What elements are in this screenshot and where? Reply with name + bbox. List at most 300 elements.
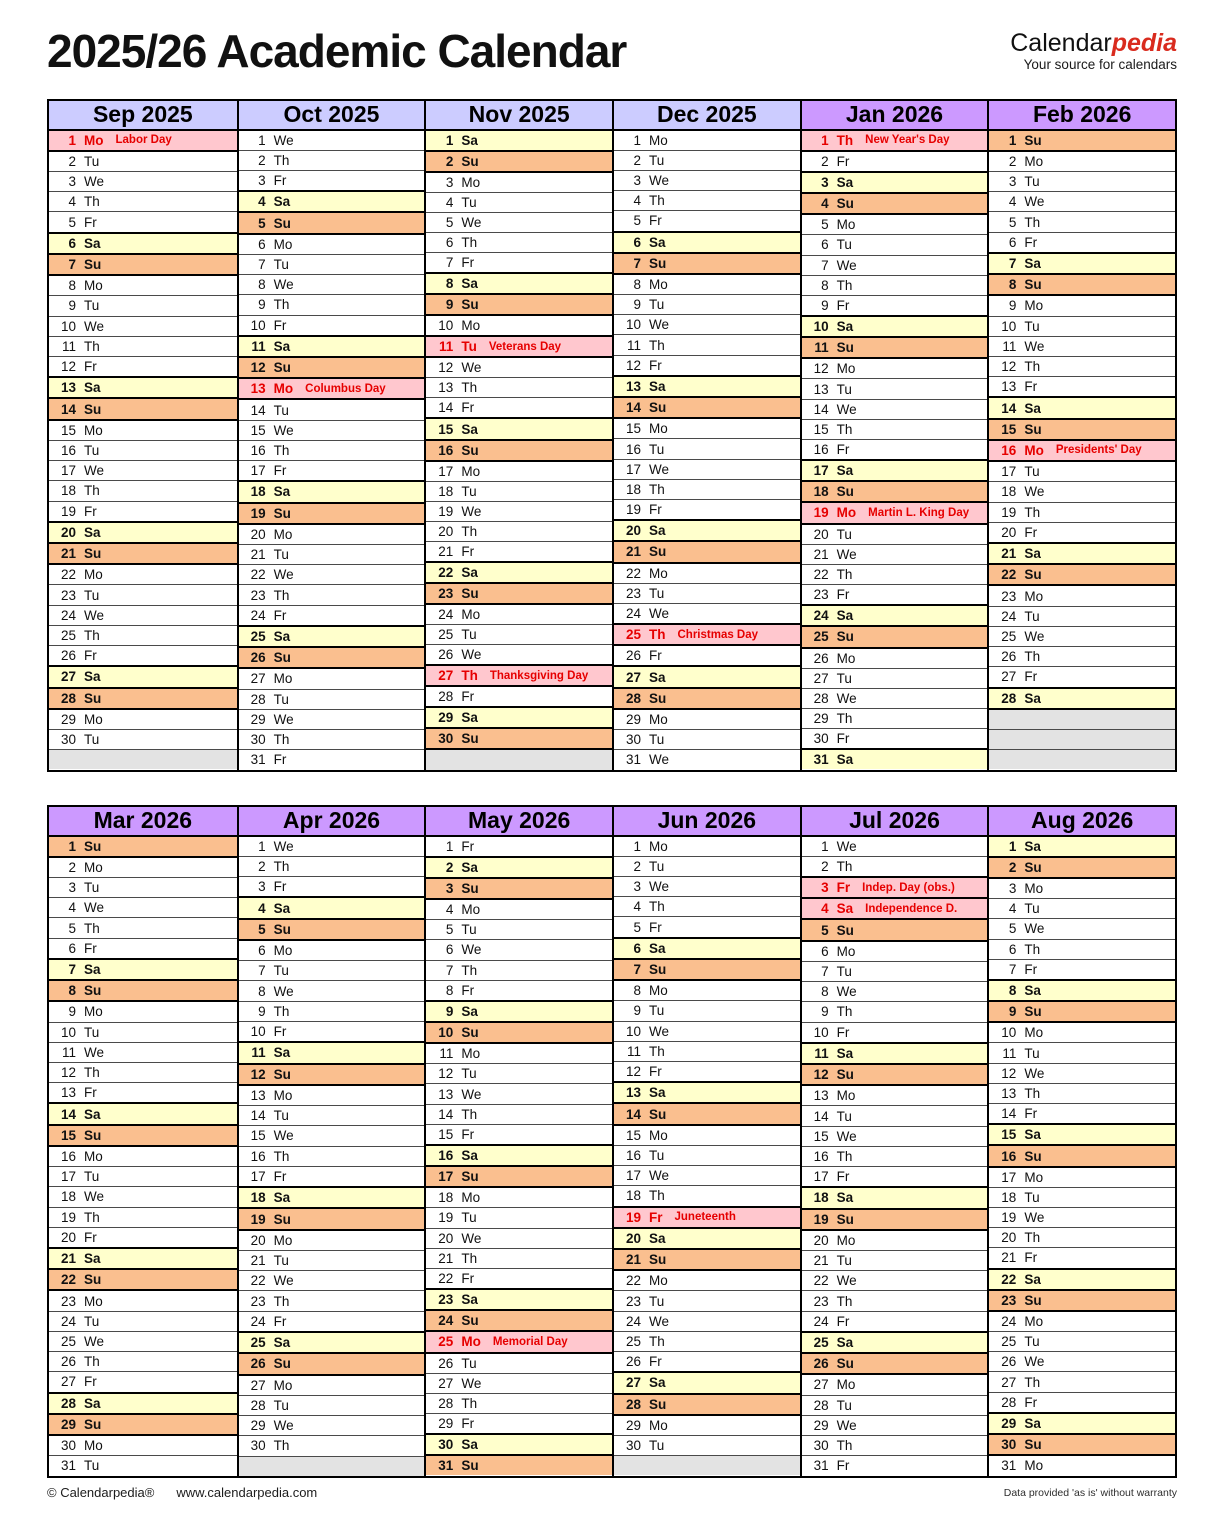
day-cell (614, 1206, 800, 1227)
day-number: 26 (1001, 1354, 1017, 1370)
day-cell (614, 1435, 800, 1455)
day-number: 4 (1008, 901, 1017, 917)
day-cell (426, 481, 612, 501)
day-number: 30 (813, 1438, 829, 1454)
day-number: 5 (821, 217, 829, 233)
day-weekday: Fr (1024, 1106, 1038, 1122)
day-weekday: We (84, 463, 105, 479)
day-number: 29 (438, 1416, 454, 1432)
day-cell (614, 1371, 800, 1392)
day-cell (49, 316, 237, 336)
day-cell (989, 316, 1175, 336)
day-weekday: Su (84, 401, 102, 417)
day-number: 11 (814, 340, 829, 356)
day-weekday: Mo (649, 711, 668, 727)
day-weekday: Fr (649, 919, 662, 935)
day-cell (614, 190, 800, 210)
day-weekday: Th (1024, 214, 1041, 230)
day-number: 28 (60, 690, 76, 706)
day-cell (989, 252, 1175, 273)
day-number: 18 (438, 1190, 454, 1206)
day-weekday: Su (461, 1458, 479, 1474)
day-weekday: We (1024, 1354, 1045, 1370)
day-weekday: Fr (461, 543, 475, 559)
day-number: 17 (813, 1169, 829, 1185)
day-cell (614, 1000, 800, 1020)
day-weekday: Su (836, 922, 854, 938)
day-cell (49, 625, 237, 645)
day-cell (989, 1123, 1175, 1144)
day-weekday: Sa (461, 859, 478, 875)
day-cell (802, 1105, 988, 1125)
day-number: 19 (813, 1211, 829, 1227)
day-number: 11 (626, 1043, 641, 1059)
day-weekday: Su (461, 1313, 479, 1329)
day-number: 27 (625, 1375, 641, 1391)
day-cell (614, 459, 800, 479)
day-cell (49, 1145, 237, 1166)
day-number: 31 (813, 1458, 829, 1474)
empty-cell (49, 749, 237, 769)
day-number: 9 (258, 297, 266, 313)
day-weekday: Th (649, 1188, 665, 1204)
day-number: 11 (814, 1045, 829, 1061)
day-cell (426, 856, 612, 877)
day-weekday: Tu (1024, 174, 1040, 190)
day-weekday: Fr (836, 880, 851, 896)
day-cell (49, 708, 237, 729)
holiday-label: Veterans Day (488, 340, 562, 353)
day-number: 20 (813, 1232, 829, 1248)
day-weekday: Sa (273, 1045, 291, 1061)
day-cell (239, 896, 425, 917)
day-weekday: We (1024, 921, 1045, 937)
day-number: 22 (60, 567, 76, 583)
holiday-label: Independence D. (865, 902, 958, 915)
day-number: 19 (60, 1209, 76, 1225)
day-cell (426, 397, 612, 417)
day-cell (989, 1371, 1175, 1391)
day-cell (989, 150, 1175, 171)
day-cell (239, 1250, 425, 1270)
day-number: 17 (1001, 464, 1017, 480)
day-weekday: Sa (649, 940, 666, 956)
day-weekday: Su (1024, 132, 1042, 148)
day-cell (989, 1103, 1175, 1123)
day-weekday: Su (836, 1211, 854, 1227)
day-cell (239, 1290, 425, 1310)
day-weekday: We (836, 1417, 857, 1433)
day-cell (426, 685, 612, 706)
day-cell (426, 582, 612, 603)
day-weekday: Tu (273, 691, 289, 707)
day-number: 3 (258, 879, 266, 895)
day-cell (49, 1311, 237, 1331)
day-number: 7 (1008, 961, 1017, 977)
calendarpedia-logo (1010, 30, 1177, 72)
empty-cell (989, 708, 1175, 729)
day-weekday: Th (84, 627, 100, 643)
day-weekday: Su (1024, 1292, 1042, 1308)
day-weekday: Th (273, 1003, 290, 1019)
day-number: 12 (60, 1065, 76, 1081)
day-cell (49, 460, 237, 480)
day-weekday: Th (836, 858, 853, 874)
holiday-label: Christmas Day (677, 628, 759, 641)
day-cell (614, 1081, 800, 1102)
day-number: 7 (68, 962, 76, 978)
day-weekday: Fr (649, 1064, 662, 1080)
day-weekday: Su (273, 650, 291, 666)
day-number: 26 (438, 1355, 454, 1371)
day-weekday: We (1024, 1210, 1045, 1226)
day-weekday: Tu (273, 547, 289, 563)
day-number: 11 (1002, 338, 1017, 354)
day-number: 8 (258, 983, 266, 999)
day-cell (49, 131, 237, 150)
day-number: 1 (445, 132, 454, 148)
day-weekday: Fr (836, 587, 850, 603)
day-number: 12 (813, 361, 829, 377)
day-weekday: Fr (836, 1169, 850, 1185)
day-cell (802, 856, 988, 876)
day-number: 8 (68, 278, 76, 294)
day-number: 3 (258, 173, 266, 189)
day-number: 29 (813, 1417, 829, 1433)
day-cell (426, 980, 612, 1000)
day-number: 15 (250, 422, 266, 438)
day-cell (989, 376, 1175, 396)
day-weekday: Mo (836, 650, 856, 666)
day-number: 2 (258, 858, 266, 874)
month-column-aug-2026 (987, 807, 1175, 1476)
day-weekday: Sa (273, 1190, 291, 1206)
day-number: 18 (813, 484, 829, 500)
day-weekday: Mo (84, 1004, 103, 1020)
day-number: 28 (60, 1395, 76, 1411)
day-number: 9 (821, 1004, 829, 1020)
day-number: 8 (445, 982, 454, 998)
day-cell (239, 1166, 425, 1186)
day-number: 2 (633, 858, 641, 874)
day-cell (49, 563, 237, 584)
day-weekday: Su (461, 1169, 479, 1185)
day-cell (49, 856, 237, 877)
logo-wordmark (1010, 30, 1177, 56)
day-weekday: Mo (273, 671, 293, 687)
day-cell (989, 1042, 1175, 1062)
day-cell (614, 1331, 800, 1351)
day-cell (426, 1207, 612, 1227)
day-number: 23 (625, 585, 641, 601)
day-weekday: Mo (649, 132, 668, 148)
day-number: 16 (625, 1147, 641, 1163)
day-cell (802, 728, 988, 748)
day-cell (239, 1063, 425, 1084)
day-number: 27 (438, 1375, 454, 1391)
day-number: 27 (813, 670, 829, 686)
day-weekday: We (836, 984, 857, 1000)
footer-copyright (47, 1485, 317, 1500)
empty-cell (426, 748, 612, 769)
day-cell (614, 1393, 800, 1414)
month-column-nov-2025 (424, 101, 612, 770)
day-number: 28 (1001, 1394, 1017, 1410)
day-weekday: Tu (461, 194, 477, 210)
day-number: 25 (1001, 628, 1017, 644)
day-weekday: Tu (84, 1169, 100, 1185)
day-number: 2 (1008, 859, 1017, 875)
day-weekday: Su (1024, 859, 1042, 875)
day-number: 10 (438, 1025, 454, 1041)
day-weekday: Th (461, 1250, 478, 1266)
day-cell (239, 315, 425, 335)
holiday-label: New Year's Day (865, 134, 950, 147)
day-cell (802, 131, 988, 150)
day-weekday: Fr (273, 463, 287, 479)
day-weekday: Sa (461, 564, 478, 580)
day-cell (426, 561, 612, 582)
day-weekday: Th (836, 277, 853, 293)
day-weekday: Sa (273, 1335, 291, 1351)
day-number: 24 (813, 1313, 829, 1329)
day-weekday: Tu (84, 153, 100, 169)
day-weekday: Fr (461, 400, 475, 416)
day-number: 18 (813, 1190, 829, 1206)
day-weekday: Tu (649, 1003, 665, 1019)
day-number: 13 (438, 380, 454, 396)
day-number: 30 (438, 731, 454, 747)
day-cell (614, 438, 800, 458)
day-number: 16 (1001, 1148, 1017, 1164)
day-weekday: Fr (273, 1168, 287, 1184)
day-weekday: Sa (1024, 690, 1041, 706)
day-cell (989, 584, 1175, 605)
day-number: 30 (625, 732, 641, 748)
day-cell (989, 877, 1175, 898)
day-number: 29 (60, 1416, 76, 1432)
day-cell (426, 1063, 612, 1083)
day-number: 3 (633, 173, 641, 189)
day-weekday: We (1024, 628, 1045, 644)
day-cell (802, 876, 988, 897)
day-number: 29 (813, 711, 829, 727)
day-cell (426, 1454, 612, 1475)
day-number: 25 (438, 627, 454, 643)
day-weekday: Mo (273, 236, 293, 252)
day-number: 19 (1001, 504, 1017, 520)
day-weekday: Fr (84, 940, 97, 956)
day-number: 20 (625, 523, 641, 539)
day-number: 31 (250, 752, 266, 768)
day-weekday: Mo (1024, 1025, 1044, 1041)
day-weekday: We (649, 606, 670, 621)
day-cell (614, 396, 800, 417)
day-number: 10 (625, 317, 641, 333)
day-weekday: Su (649, 1252, 667, 1268)
day-weekday: Tu (84, 587, 100, 603)
day-weekday: We (649, 173, 670, 189)
day-number: 26 (60, 1354, 76, 1370)
day-cell (239, 233, 425, 254)
day-number: 5 (258, 921, 266, 937)
day-weekday: Su (84, 1272, 102, 1288)
day-cell (802, 940, 988, 961)
day-weekday: We (836, 546, 857, 562)
day-weekday: We (461, 214, 482, 230)
day-weekday: Mo (84, 1148, 103, 1164)
day-cell (614, 519, 800, 540)
day-number: 29 (1001, 1415, 1017, 1431)
day-weekday: We (461, 1086, 482, 1102)
day-number: 9 (68, 298, 76, 314)
day-weekday: Sa (836, 1334, 854, 1350)
day-cell (426, 1330, 612, 1351)
day-number: 23 (60, 587, 76, 603)
day-number: 18 (250, 484, 266, 500)
day-weekday: Tu (84, 1024, 100, 1040)
day-weekday: Tu (649, 1147, 665, 1163)
day-cell (802, 399, 988, 419)
day-number: 7 (1008, 256, 1017, 272)
day-cell (989, 522, 1175, 542)
day-number: 13 (60, 380, 76, 396)
day-weekday: Sa (836, 174, 854, 190)
day-weekday: Mo (84, 859, 103, 875)
day-weekday: Th (836, 421, 853, 437)
day-weekday: Su (84, 1127, 102, 1143)
day-cell (802, 171, 988, 192)
day-weekday: Fr (1024, 961, 1038, 977)
day-weekday: Sa (273, 900, 291, 916)
day-number: 22 (1001, 1271, 1017, 1287)
day-weekday: Su (461, 880, 479, 896)
day-weekday: Sa (84, 1106, 101, 1122)
day-weekday: We (1024, 338, 1045, 354)
day-number: 10 (60, 1024, 76, 1040)
day-weekday: Th (273, 732, 290, 748)
masthead (47, 22, 1177, 77)
day-weekday: Fr (649, 648, 662, 664)
day-number: 30 (60, 1438, 76, 1454)
day-weekday: Su (649, 400, 667, 416)
day-weekday: Mo (273, 1232, 293, 1248)
day-cell (426, 1393, 612, 1413)
day-number: 11 (61, 1044, 76, 1060)
day-cell (802, 1022, 988, 1042)
day-cell (239, 667, 425, 688)
day-weekday: We (836, 257, 857, 273)
day-weekday: Mo (84, 1293, 103, 1309)
day-number: 20 (1001, 1230, 1017, 1246)
day-weekday: Su (84, 257, 102, 273)
day-number: 12 (438, 360, 454, 376)
day-number: 9 (1008, 298, 1017, 314)
day-weekday: Su (649, 690, 667, 706)
day-weekday: Tu (836, 1108, 852, 1124)
day-number: 11 (439, 1046, 454, 1062)
day-weekday: Tu (1024, 1334, 1040, 1350)
day-number: 19 (625, 1209, 641, 1225)
day-number: 16 (60, 442, 76, 458)
day-weekday: Su (649, 1396, 667, 1412)
day-weekday: Fr (273, 173, 287, 189)
month-column-oct-2025 (237, 101, 425, 770)
day-weekday: We (84, 174, 105, 190)
day-cell (239, 625, 425, 646)
day-cell (239, 480, 425, 501)
day-cell (239, 689, 425, 709)
day-cell (49, 897, 237, 917)
day-weekday: Sa (461, 276, 478, 292)
day-number: 2 (821, 153, 829, 169)
day-cell (802, 837, 988, 856)
day-number: 12 (813, 1067, 829, 1083)
day-weekday: Fr (461, 1270, 475, 1286)
day-weekday: Th (461, 523, 478, 539)
holiday-label: Labor Day (115, 134, 172, 147)
day-number: 22 (250, 1273, 266, 1289)
day-number: 17 (250, 1168, 266, 1184)
day-weekday: Mo (461, 1334, 481, 1350)
day-number: 6 (821, 237, 829, 253)
day-cell (49, 877, 237, 897)
day-weekday: Th (836, 1004, 853, 1020)
month-header: Oct 2025 (239, 101, 425, 131)
day-cell (49, 1434, 237, 1455)
day-cell (989, 1166, 1175, 1187)
day-weekday: Tu (649, 858, 665, 874)
day-cell (614, 1414, 800, 1435)
day-weekday: Sa (836, 608, 854, 624)
day-number: 22 (625, 565, 641, 581)
day-number: 28 (1001, 690, 1017, 706)
day-cell (802, 1208, 988, 1229)
day-number: 14 (625, 1106, 641, 1122)
day-cell (614, 540, 800, 561)
day-weekday: Tu (84, 298, 100, 314)
day-weekday: Mo (84, 711, 103, 727)
day-number: 1 (68, 132, 76, 148)
day-weekday: Tu (1024, 1189, 1040, 1205)
day-cell (49, 665, 237, 686)
day-weekday: Fr (84, 1374, 97, 1390)
day-weekday: We (836, 690, 857, 706)
day-cell (426, 171, 612, 192)
day-number: 28 (250, 1397, 266, 1413)
day-weekday: Mo (84, 422, 103, 438)
day-number: 24 (438, 607, 454, 623)
day-cell (802, 688, 988, 708)
day-number: 14 (1001, 1106, 1017, 1122)
day-cell (49, 958, 237, 979)
day-weekday: We (273, 277, 294, 293)
day-cell (49, 729, 237, 749)
day-weekday: Sa (461, 1437, 478, 1453)
day-weekday: Tu (461, 1355, 477, 1371)
day-cell (426, 314, 612, 335)
day-cell (989, 1268, 1175, 1289)
day-cell (989, 898, 1175, 918)
day-number: 3 (68, 880, 76, 896)
day-weekday: Sa (273, 484, 291, 500)
day-cell (426, 1309, 612, 1330)
day-number: 25 (60, 627, 76, 643)
day-cell (49, 521, 237, 542)
day-weekday: Sa (273, 338, 291, 354)
day-weekday: Sa (273, 628, 291, 644)
day-weekday: We (273, 422, 294, 438)
